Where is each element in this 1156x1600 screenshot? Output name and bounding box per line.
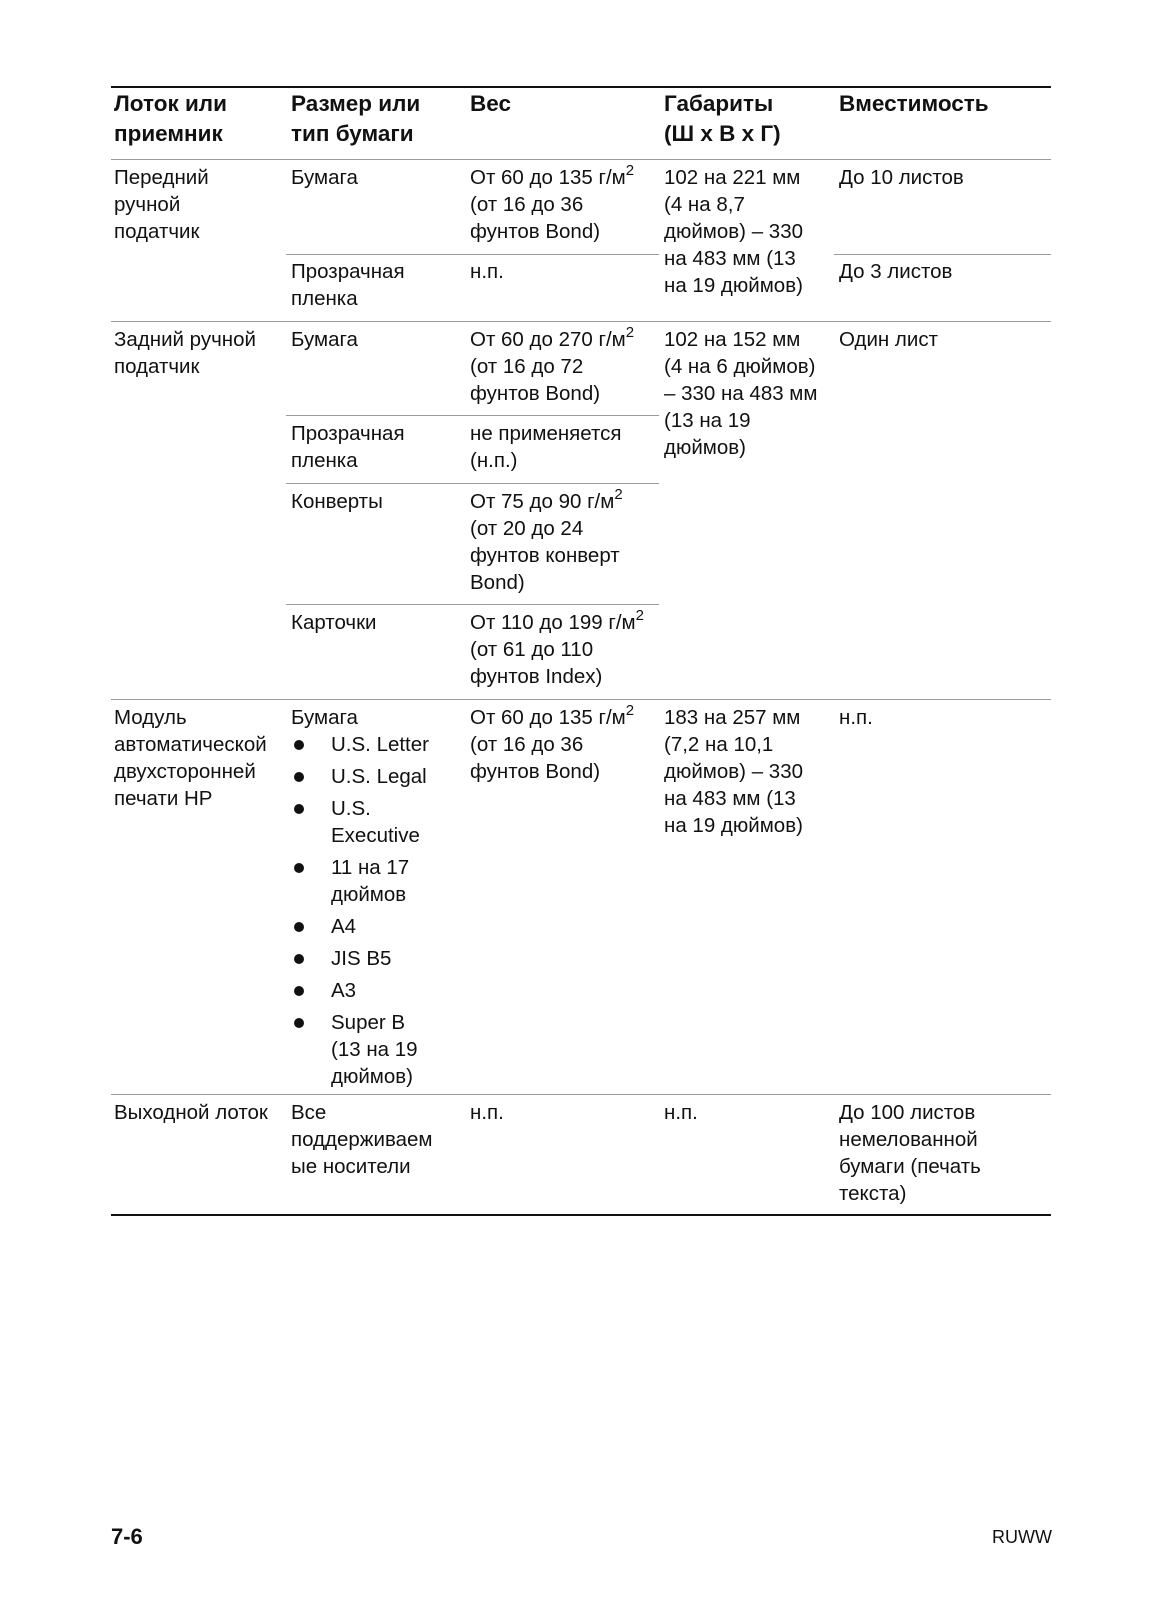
- text-line: дюймов) – 330: [664, 760, 803, 783]
- text-line: н.п.: [470, 260, 504, 283]
- row-divider: [111, 699, 1051, 700]
- rear-paper-weight: От 60 до 270 $г/м^2$ (от 16 до 72 фунтов Bond): [470, 324, 635, 405]
- text-line: Bond): [470, 571, 525, 594]
- bullet-icon: [294, 804, 304, 814]
- list-item-text: Executive: [331, 824, 420, 847]
- list-item: [291, 977, 429, 1004]
- text-line: печати HP: [114, 787, 213, 810]
- list-item: [291, 1009, 429, 1090]
- text-line: Бумага: [291, 166, 358, 189]
- text-line: (Ш x В x Г): [664, 121, 781, 146]
- text-line: (от 16 до 36: [470, 733, 584, 756]
- text-line: бумаги (печать: [839, 1155, 981, 1178]
- text-line: автоматической: [114, 733, 267, 756]
- rear-subrow-divider: [286, 415, 659, 416]
- text-line: Передний: [114, 166, 209, 189]
- text-line: н.п.: [664, 1101, 698, 1124]
- text-line: дюймов) – 330: [664, 220, 803, 243]
- text-line: (4 на 8,7: [664, 193, 745, 216]
- text-line: Вес: [470, 91, 511, 116]
- text-line: немелованной: [839, 1128, 978, 1151]
- text-line: пленка: [291, 287, 358, 310]
- list-item: [291, 913, 429, 940]
- text-line: (7,2 на 10,1: [664, 733, 774, 756]
- text-line: на 19 дюймов): [664, 814, 803, 837]
- text-line: тип бумаги: [291, 121, 414, 146]
- text-line: До 10 листов: [839, 166, 964, 189]
- text-line: Карточки: [291, 611, 377, 634]
- rear-dimensions: [664, 326, 818, 461]
- rear-envelopes-size: [291, 488, 383, 515]
- duplex-size-list: [291, 731, 429, 1090]
- output-bin-dimensions: [664, 1099, 698, 1126]
- duplex-module-tray: [114, 704, 267, 812]
- text-line: ручной: [114, 193, 181, 216]
- list-item-text: дюймов: [331, 883, 407, 906]
- text-line: пленка: [291, 449, 358, 472]
- text-line: на 483 мм (13: [664, 787, 796, 810]
- text-line: Прозрачная: [291, 422, 405, 445]
- text-line: поддерживаем: [291, 1128, 433, 1151]
- text-line: фунтов Index): [470, 665, 603, 688]
- text-line: н.п.: [839, 706, 873, 729]
- header-weight: [470, 89, 511, 119]
- text-line: на 19 дюймов): [664, 274, 803, 297]
- text-line: Размер или: [291, 91, 421, 116]
- list-item-text: A3: [331, 979, 357, 1002]
- text-line: податчик: [114, 355, 200, 378]
- list-item: [291, 945, 429, 972]
- output-bin-weight: [470, 1099, 504, 1126]
- bullet-icon: [294, 922, 304, 932]
- text-line: Один лист: [839, 328, 938, 351]
- text-line: дюймов): [664, 436, 746, 459]
- output-bin-tray: [114, 1099, 268, 1126]
- front-paper-capacity: [839, 164, 964, 191]
- header-divider: [111, 159, 1051, 160]
- rear-film-weight: [470, 420, 622, 474]
- text-line: текста): [839, 1182, 907, 1205]
- rear-cards-weight: От 110 до 199 $г/м^2$ (от 61 до 110 фунтов Index): [470, 607, 644, 688]
- duplex-capacity: [839, 704, 873, 731]
- rear-subrow-divider: [286, 483, 659, 484]
- table-top-rule: [111, 86, 1051, 88]
- rear-feeder-tray: [114, 326, 256, 380]
- header-tray: [114, 89, 227, 149]
- text-line: фунтов Bond): [470, 382, 601, 405]
- rear-capacity: [839, 326, 938, 353]
- text-line: фунтов Bond): [470, 220, 601, 243]
- header-dimensions: [664, 89, 781, 149]
- front-paper-size: [291, 164, 358, 191]
- text-line: Конверты: [291, 490, 383, 513]
- list-item: [291, 854, 429, 908]
- front-paper-weight: От 60 до 135 $г/м^2$ (от 16 до 36 фунтов Bond): [470, 162, 635, 243]
- text-line: двухсторонней: [114, 760, 256, 783]
- front-capacity-divider: [834, 254, 1051, 255]
- text-line: (13 на 19: [664, 409, 751, 432]
- text-line: 102 на 152 мм: [664, 328, 801, 351]
- text-line: 183 на 257 мм: [664, 706, 801, 729]
- text-line: приемник: [114, 121, 223, 146]
- text-line: Выходной лоток: [114, 1101, 268, 1124]
- bullet-icon: [294, 740, 304, 750]
- list-item-text: A4: [331, 915, 357, 938]
- rear-cards-size: [291, 609, 377, 636]
- text-line: (от 16 до 36: [470, 193, 584, 216]
- text-line: (4 на 6 дюймов): [664, 355, 816, 378]
- row-divider: [111, 1094, 1051, 1095]
- bullet-icon: [294, 863, 304, 873]
- front-dimensions: [664, 164, 803, 299]
- text-line: (от 16 до 72: [470, 355, 584, 378]
- header-size: [291, 89, 420, 149]
- text-line: Бумага: [291, 328, 358, 351]
- list-item: [291, 763, 429, 790]
- list-item-text: дюймов): [331, 1065, 413, 1088]
- list-item-text: Super B: [331, 1011, 406, 1034]
- header-capacity: [839, 89, 989, 119]
- text-line: не применяется: [470, 422, 622, 445]
- duplex-weight: От 60 до 135 $г/м^2$ (от 16 до 36 фунтов Bond): [470, 702, 635, 783]
- rear-envelopes-weight: От 75 до 90 $г/м^2$ (от 20 до 24 фунтов конверт Bond): [470, 486, 623, 594]
- front-film-capacity: [839, 258, 952, 285]
- list-item-text: U.S. Legal: [331, 765, 427, 788]
- rear-paper-size: [291, 326, 358, 353]
- text-line: податчик: [114, 220, 200, 243]
- text-line: Задний ручной: [114, 328, 256, 351]
- front-subrow-divider: [286, 254, 659, 255]
- bullet-icon: [294, 954, 304, 964]
- locale-code: RUWW: [992, 1527, 1052, 1547]
- bullet-icon: [294, 772, 304, 782]
- text-line: ые носители: [291, 1155, 411, 1178]
- table-bottom-rule: [111, 1214, 1051, 1216]
- text-line: фунтов конверт: [470, 544, 620, 567]
- row-divider: [111, 321, 1051, 322]
- output-bin-capacity: [839, 1099, 981, 1207]
- rear-film-size: [291, 420, 405, 474]
- duplex-dimensions: [664, 704, 803, 839]
- text-line: Вместимость: [839, 91, 989, 116]
- list-item-text: (13 на 19: [331, 1038, 418, 1061]
- list-item: [291, 795, 429, 849]
- output-bin-size: [291, 1099, 433, 1180]
- list-item-text: JIS B5: [331, 947, 392, 970]
- page-number: 7-6: [111, 1524, 143, 1549]
- text-line: на 483 мм (13: [664, 247, 796, 270]
- text-line: Все: [291, 1101, 327, 1124]
- text-line: Модуль: [114, 706, 187, 729]
- text-line: До 3 листов: [839, 260, 953, 283]
- text-line: фунтов Bond): [470, 760, 601, 783]
- front-feeder-tray: [114, 164, 209, 245]
- duplex-paper-sizes: Бумага U.S. Letter U.S. Legal U.S. Executive 11 на 17 дюймов A4 JIS B5 A3 Super B (13 на 19 дюймов): [291, 706, 429, 1088]
- text-line: н.п.: [470, 1101, 504, 1124]
- text-line: (от 20 до 24: [470, 517, 584, 540]
- list-item: [291, 731, 429, 758]
- text-line: Лоток или: [114, 91, 227, 116]
- text-line: – 330 на 483 мм: [664, 382, 818, 405]
- rear-subrow-divider: [286, 604, 659, 605]
- text-line: 102 на 221 мм: [664, 166, 801, 189]
- list-item-text: 11 на 17: [331, 856, 410, 879]
- text-line: Прозрачная: [291, 260, 405, 283]
- front-film-weight: [470, 258, 504, 285]
- text-line: До 100 листов: [839, 1101, 976, 1124]
- text-line: (н.п.): [470, 449, 518, 472]
- text-line: (от 61 до 110: [470, 638, 594, 661]
- bullet-icon: [294, 986, 304, 996]
- list-item-text: U.S. Letter: [331, 733, 429, 756]
- text-line: Габариты: [664, 91, 774, 116]
- bullet-icon: [294, 1018, 304, 1028]
- front-film-size: [291, 258, 405, 312]
- list-item-text: U.S.: [331, 797, 371, 820]
